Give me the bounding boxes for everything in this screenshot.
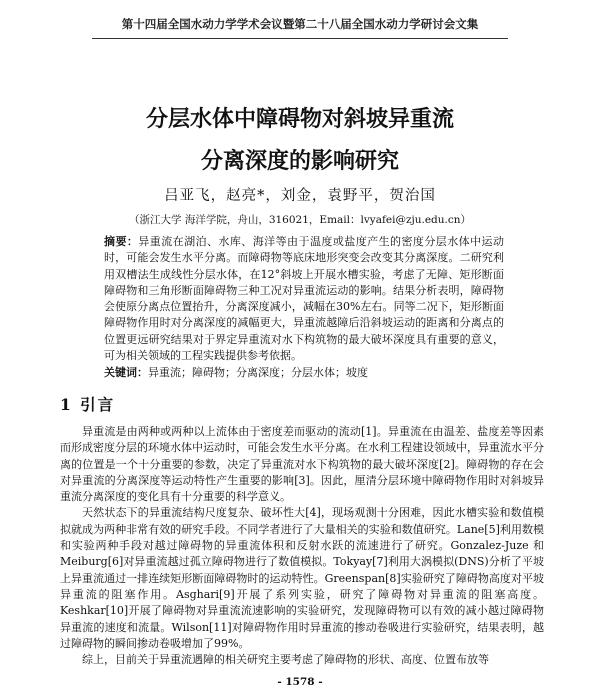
abstract-text: 异重流在湖泊、水库、海洋等由于温度或盐度产生的密度分层水体中运动时，可能会发生水平分离。而障碍物等底床地形突变会改变其分离深度。二研究利用双槽法生成线性分层水体，在12°斜坡上开展水槽实验，考虑了无障、矩形断面障碍物和三角形断面障碍物三种工况对异重流运动的影响。结果分析表明，障碍物会使原分离点位置抬升，分离深度减小，减幅在30%左右。同等二况下，矩形断面障碍物作用时对分离深度的减幅更大，异重流越障后沿斜坡运动的距离和分离点的位置更远研究结果对于界定异重流对水下构筑物的最大破坏深度具有重要的意义，可为相关领域的工程实践提供参考依据。: [104, 235, 505, 363]
keywords-label: 关键词：: [104, 366, 148, 379]
body-paragraph: 天然状态下的异重流结构尺度复杂、破坏性大[4]，现场观测十分困难，因此水槽实验和数值模拟就成为两种非常有效的研究手段。不同学者进行了大量相关的实验和数值研究。Lane[5]利用数模和实验两种手段对越过障碍物的异重流体积和反射水跃的流速进行了研究。Gonzalez-Juze 和 Meiburg[6]对异重流越过孤立障碍物进行了数值模拟。Tokyay[7]利用大涡模拟(DNS)分析了平坡上异重流通过一排连续矩形断面障碍物时的运动特性。Greenspan[8]实验研究了障碍物高度对平坡异重流的阻塞作用。Asghari[9]开展了系列实验，研究了障碍物对异重流的阻塞高度。Keshkar[10]开展了障碍物对异重流流速影响的实验研究，发现障碍物可以有效的减小越过障碍物异重流的速度和流量。Wilson[11]对障碍物作用时异重流的掺动卷吸进行实验研究，结果表明，越过障碍物的瞬间掺动卷吸增加了99%。: [60, 506, 544, 650]
affiliation: （浙江大学 海洋学院，舟山，316021，Email：lvyafei@zju.edu.cn）: [128, 214, 472, 226]
body-paragraph: 综上，目前关于异重流遇障的相关研究主要考虑了障碍物的形状、高度、位置布放等: [82, 653, 489, 667]
header-rule: [92, 38, 508, 39]
section-heading: 1 引言: [60, 395, 116, 414]
keywords: [104, 365, 504, 381]
abstract-label: 摘要：: [104, 235, 139, 248]
running-header: 第十四届全国水动力学学术会议暨第二十八届全国水动力学研讨会文集: [121, 17, 479, 31]
body-paragraph: 异重流是由两种或两种以上流体由于密度差而驱动的流动[1]。异重流在由温差、盐度差等因素而形成密度分层的环境水体中运动时，可能会发生水平分离。在水利工程建设领域中，异重流水平分离的位置是一个十分重要的参数，决定了异重流对水下构筑物的最大破坏深度[2]。障碍物的存在会对异重流的分离深度等运动特性产生重要的影响[3]。因此，厘清分层环境中障碍物作用时对斜坡异重流分离深度的变化具有十分重要的科学意义。: [60, 425, 544, 504]
paper-title-line-2: 分离深度的影响研究: [200, 149, 399, 174]
body-text: [60, 424, 544, 668]
page-number: - 1578 -: [277, 676, 323, 688]
paper-title-line-1: 分层水体中障碍物对斜坡异重流: [145, 107, 454, 132]
keywords-text: 异重流；障碍物；分离深度；分层水体；坡度: [148, 366, 368, 379]
abstract: [104, 234, 504, 364]
author-list: 吕亚飞，赵亮*，刘金，袁野平，贺治国: [164, 188, 436, 204]
